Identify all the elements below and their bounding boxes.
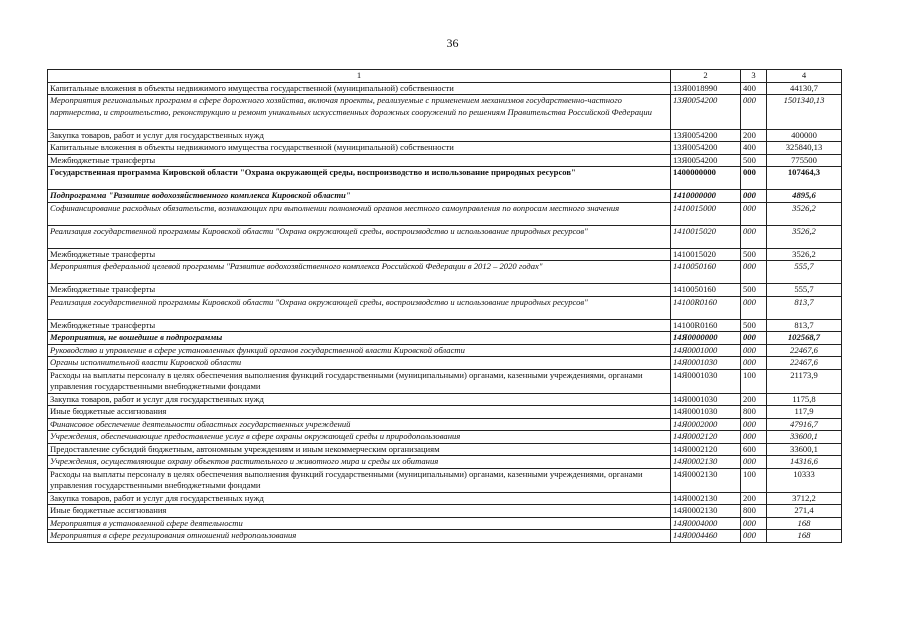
table-row xyxy=(48,369,842,393)
row-name-cell: Реализация государственной программы Кировской области "Охрана окружающей среды, воспроизводство и использование природных ресурсов" xyxy=(48,225,671,248)
row-name-cell: Мероприятия в сфере регулирования отношений недропользования xyxy=(48,530,671,543)
row-type-cell: 500 xyxy=(741,319,767,332)
table-row xyxy=(48,82,842,95)
row-name-cell: Расходы на выплаты персоналу в целях обеспечения выполнения функций государственными (муниципальными) органами, казенными учреждениями, органами управления государственными внебюджетными фондами xyxy=(48,468,671,492)
row-code-cell: 13Я0054200 xyxy=(671,95,741,130)
row-type-cell: 800 xyxy=(741,406,767,419)
table-row xyxy=(48,468,842,492)
row-type-cell: 400 xyxy=(741,142,767,155)
row-sum-cell: 33600,1 xyxy=(767,443,842,456)
row-code-cell: 1410000000 xyxy=(671,190,741,203)
table-row xyxy=(48,443,842,456)
row-type-cell: 000 xyxy=(741,95,767,130)
table-row xyxy=(48,431,842,444)
table-row xyxy=(48,456,842,469)
row-sum-cell: 168 xyxy=(767,530,842,543)
row-code-cell: 13Я0054200 xyxy=(671,142,741,155)
row-code-cell: 1410050160 xyxy=(671,284,741,297)
row-code-cell: 14Я0002130 xyxy=(671,492,741,505)
row-sum-cell: 1175,8 xyxy=(767,393,842,406)
row-sum-cell: 22467,6 xyxy=(767,357,842,370)
row-type-cell: 000 xyxy=(741,431,767,444)
row-type-cell: 100 xyxy=(741,468,767,492)
table-row xyxy=(48,517,842,530)
row-sum-cell: 117,9 xyxy=(767,406,842,419)
row-code-cell: 14Я0002130 xyxy=(671,505,741,518)
row-code-cell: 14Я0000000 xyxy=(671,332,741,345)
budget-table-body xyxy=(48,70,842,543)
table-row xyxy=(48,319,842,332)
row-name-cell: Расходы на выплаты персоналу в целях обеспечения выполнения функций государственными (муниципальными) органами, казенными учреждениями, органами управления государственными внебюджетными фондами xyxy=(48,369,671,393)
table-row xyxy=(48,393,842,406)
row-name-cell: Межбюджетные трансферты xyxy=(48,154,671,167)
row-name-cell: Реализация государственной программы Кировской области "Охрана окружающей среды, воспроизводство и использование природных ресурсов" xyxy=(48,296,671,319)
row-name-cell: Государственная программа Кировской области "Охрана окружающей среды, воспроизводство и использование природных ресурсов" xyxy=(48,167,671,190)
row-name-cell: Подпрограмма "Развитие водохозяйственного комплекса Кировской области" xyxy=(48,190,671,203)
table-row xyxy=(48,492,842,505)
row-name-cell: Капитальные вложения в объекты недвижимого имущества государственной (муниципальной) собственности xyxy=(48,142,671,155)
row-type-cell: 000 xyxy=(741,344,767,357)
row-type-cell: 200 xyxy=(741,492,767,505)
header-cell-name: 1 xyxy=(48,70,671,83)
row-code-cell: 13Я0054200 xyxy=(671,154,741,167)
row-name-cell: Иные бюджетные ассигнования xyxy=(48,406,671,419)
row-type-cell: 000 xyxy=(741,167,767,190)
row-code-cell: 14Я0002130 xyxy=(671,456,741,469)
row-type-cell: 000 xyxy=(741,225,767,248)
row-sum-cell: 1501340,13 xyxy=(767,95,842,130)
row-sum-cell: 107464,3 xyxy=(767,167,842,190)
row-type-cell: 000 xyxy=(741,456,767,469)
row-type-cell: 000 xyxy=(741,202,767,225)
row-name-cell: Мероприятия в установленной сфере деятельности xyxy=(48,517,671,530)
row-sum-cell: 3526,2 xyxy=(767,225,842,248)
row-sum-cell: 3526,2 xyxy=(767,248,842,261)
row-name-cell: Межбюджетные трансферты xyxy=(48,319,671,332)
row-sum-cell: 400000 xyxy=(767,129,842,142)
row-code-cell: 14100R0160 xyxy=(671,296,741,319)
table-row xyxy=(48,202,842,225)
row-sum-cell: 102568,7 xyxy=(767,332,842,345)
row-type-cell: 800 xyxy=(741,505,767,518)
table-row xyxy=(48,129,842,142)
row-code-cell: 14Я0002000 xyxy=(671,418,741,431)
row-sum-cell: 775500 xyxy=(767,154,842,167)
table-row xyxy=(48,296,842,319)
row-type-cell: 000 xyxy=(741,517,767,530)
row-type-cell: 000 xyxy=(741,261,767,284)
row-type-cell: 500 xyxy=(741,248,767,261)
row-type-cell: 000 xyxy=(741,332,767,345)
row-name-cell: Учреждения, осуществляющие охрану объектов растительного и животного мира и среды их обитания xyxy=(48,456,671,469)
table-row xyxy=(48,357,842,370)
row-code-cell: 14Я0002130 xyxy=(671,468,741,492)
table-row xyxy=(48,344,842,357)
row-name-cell: Финансовое обеспечение деятельности областных государственных учреждений xyxy=(48,418,671,431)
row-code-cell: 13Я0018990 xyxy=(671,82,741,95)
row-sum-cell: 3712,2 xyxy=(767,492,842,505)
table-row xyxy=(48,418,842,431)
row-name-cell: Закупка товаров, работ и услуг для государственных нужд xyxy=(48,492,671,505)
row-type-cell: 100 xyxy=(741,369,767,393)
row-name-cell: Органы исполнительной власти Кировской области xyxy=(48,357,671,370)
row-name-cell: Мероприятия федеральной целевой программы "Развитие водохозяйственного комплекса Российской Федерации в 2012 – 2020 годах" xyxy=(48,261,671,284)
row-code-cell: 14Я0004000 xyxy=(671,517,741,530)
header-cell-sum: 4 xyxy=(767,70,842,83)
row-code-cell: 14Я0001000 xyxy=(671,344,741,357)
table-row xyxy=(48,505,842,518)
row-sum-cell: 21173,9 xyxy=(767,369,842,393)
row-sum-cell: 4895,6 xyxy=(767,190,842,203)
row-sum-cell: 14316,6 xyxy=(767,456,842,469)
row-sum-cell: 3526,2 xyxy=(767,202,842,225)
row-type-cell: 200 xyxy=(741,393,767,406)
row-name-cell: Иные бюджетные ассигнования xyxy=(48,505,671,518)
row-name-cell: Межбюджетные трансферты xyxy=(48,284,671,297)
table-row xyxy=(48,154,842,167)
row-type-cell: 200 xyxy=(741,129,767,142)
table-row xyxy=(48,284,842,297)
table-row xyxy=(48,167,842,190)
page-number: 36 xyxy=(446,36,459,50)
row-code-cell: 13Я0054200 xyxy=(671,129,741,142)
row-name-cell: Закупка товаров, работ и услуг для государственных нужд xyxy=(48,129,671,142)
row-type-cell: 500 xyxy=(741,154,767,167)
row-code-cell: 14Я0001030 xyxy=(671,357,741,370)
row-code-cell: 1410015000 xyxy=(671,202,741,225)
table-row xyxy=(48,261,842,284)
header-cell-type: 3 xyxy=(741,70,767,83)
row-sum-cell: 325840,13 xyxy=(767,142,842,155)
table-row xyxy=(48,225,842,248)
row-sum-cell: 555,7 xyxy=(767,261,842,284)
row-name-cell: Мероприятия региональных программ в сфере дорожного хозяйства, включая проекты, реализуемые с применением механизмов государственно-частного партнерства, и строительство, реконструкцию и ремонт уникальных искусственных дорожных сооружений по решениям Правительства Российской Федерации xyxy=(48,95,671,130)
row-name-cell: Мероприятия, не вошедшие в подпрограммы xyxy=(48,332,671,345)
row-name-cell: Закупка товаров, работ и услуг для государственных нужд xyxy=(48,393,671,406)
row-sum-cell: 10333 xyxy=(767,468,842,492)
row-type-cell: 000 xyxy=(741,357,767,370)
row-code-cell: 1400000000 xyxy=(671,167,741,190)
row-name-cell: Предоставление субсидий бюджетным, автономным учреждениям и иным некоммерческим организациям xyxy=(48,443,671,456)
row-name-cell: Руководство и управление в сфере установленных функций органов государственной власти Кировской области xyxy=(48,344,671,357)
row-type-cell: 600 xyxy=(741,443,767,456)
row-code-cell: 14Я0004460 xyxy=(671,530,741,543)
row-name-cell: Капитальные вложения в объекты недвижимого имущества государственной (муниципальной) собственности xyxy=(48,82,671,95)
row-sum-cell: 813,7 xyxy=(767,296,842,319)
row-code-cell: 14100R0160 xyxy=(671,319,741,332)
row-code-cell: 1410050160 xyxy=(671,261,741,284)
row-name-cell: Софинансирование расходных обязательств, возникающих при выполнении полномочий органов местного самоуправления по вопросам местного значения xyxy=(48,202,671,225)
row-sum-cell: 168 xyxy=(767,517,842,530)
row-name-cell: Межбюджетные трансферты xyxy=(48,248,671,261)
table-row xyxy=(48,332,842,345)
table-row xyxy=(48,190,842,203)
row-code-cell: 14Я0001030 xyxy=(671,393,741,406)
row-sum-cell: 22467,6 xyxy=(767,344,842,357)
row-code-cell: 14Я0001030 xyxy=(671,406,741,419)
row-sum-cell: 33600,1 xyxy=(767,431,842,444)
row-code-cell: 14Я0002120 xyxy=(671,431,741,444)
table-row xyxy=(48,530,842,543)
table-row xyxy=(48,142,842,155)
row-sum-cell: 47916,7 xyxy=(767,418,842,431)
table-row xyxy=(48,406,842,419)
row-sum-cell: 44130,7 xyxy=(767,82,842,95)
row-type-cell: 500 xyxy=(741,284,767,297)
row-code-cell: 14Я0002120 xyxy=(671,443,741,456)
row-type-cell: 400 xyxy=(741,82,767,95)
row-name-cell: Учреждения, обеспечивающие предоставление услуг в сфере охраны окружающей среды и природопользования xyxy=(48,431,671,444)
header-cell-code: 2 xyxy=(671,70,741,83)
row-code-cell: 1410015020 xyxy=(671,225,741,248)
table-row xyxy=(48,95,842,130)
table-header-row xyxy=(48,70,842,83)
row-type-cell: 000 xyxy=(741,190,767,203)
budget-table xyxy=(47,69,842,543)
row-code-cell: 1410015020 xyxy=(671,248,741,261)
row-code-cell: 14Я0001030 xyxy=(671,369,741,393)
row-sum-cell: 813,7 xyxy=(767,319,842,332)
table-row xyxy=(48,248,842,261)
row-type-cell: 000 xyxy=(741,296,767,319)
row-sum-cell: 555,7 xyxy=(767,284,842,297)
row-type-cell: 000 xyxy=(741,530,767,543)
row-sum-cell: 271,4 xyxy=(767,505,842,518)
row-type-cell: 000 xyxy=(741,418,767,431)
